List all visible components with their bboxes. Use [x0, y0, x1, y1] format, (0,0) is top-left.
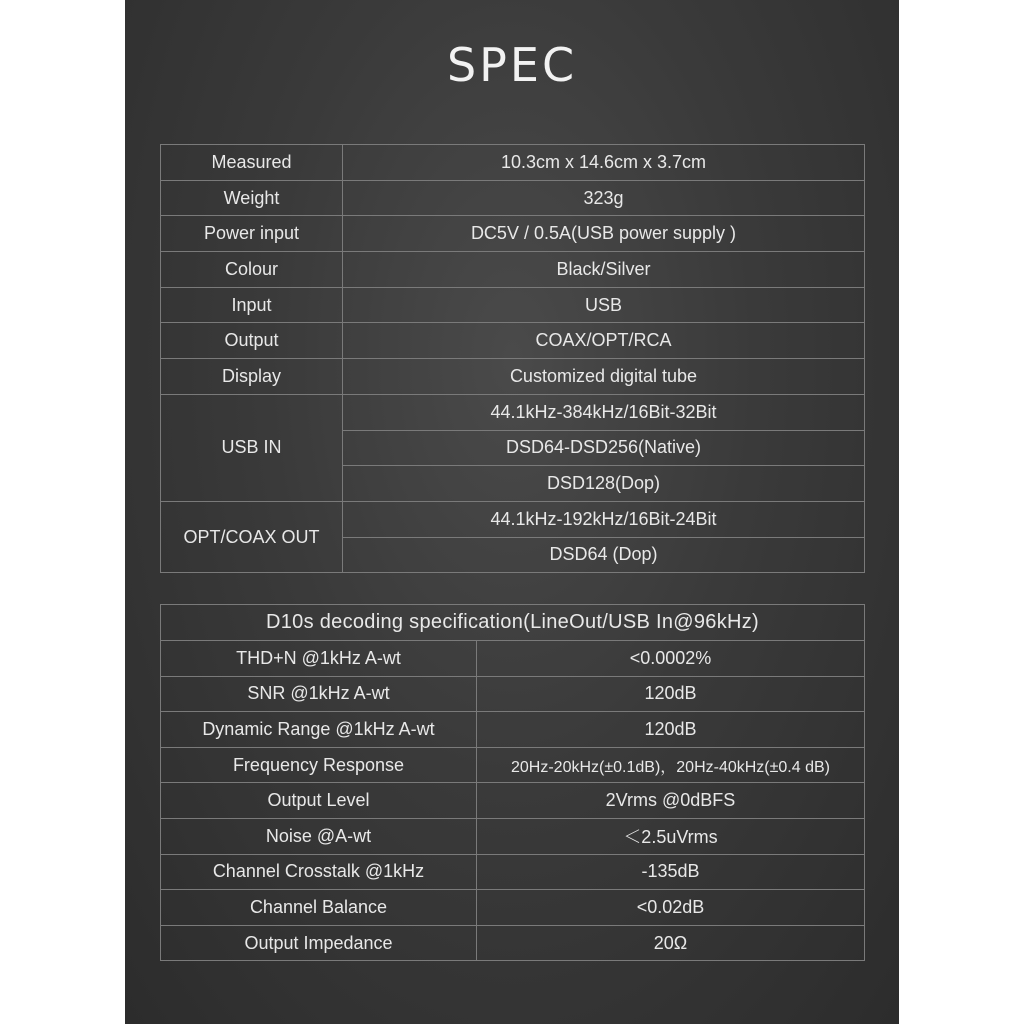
table-row — [161, 394, 865, 430]
spec-label: Weight — [161, 180, 343, 216]
spec-label: USB IN — [161, 394, 343, 501]
table-row — [161, 323, 865, 359]
table-row — [161, 180, 865, 216]
spec-label: Output — [161, 323, 343, 359]
table-row — [161, 287, 865, 323]
spec-value: DC5V / 0.5A(USB power supply ) — [343, 216, 865, 252]
decoding-label: Output Level — [161, 783, 477, 819]
decoding-table — [160, 604, 865, 961]
spec-label: Display — [161, 359, 343, 395]
spec-value: 44.1kHz-384kHz/16Bit-32Bit — [343, 394, 865, 430]
decoding-value: 2Vrms @0dBFS — [477, 783, 865, 819]
decoding-label: Channel Balance — [161, 890, 477, 926]
spec-label: Measured — [161, 145, 343, 181]
spec-value: 323g — [343, 180, 865, 216]
decoding-label: SNR @1kHz A-wt — [161, 676, 477, 712]
decoding-header: D10s decoding specification(LineOut/USB In@96kHz) — [161, 605, 865, 641]
spec-value: DSD64-DSD256(Native) — [343, 430, 865, 466]
table-row — [161, 359, 865, 395]
spec-value: 10.3cm x 14.6cm x 3.7cm — [343, 145, 865, 181]
decoding-value: 120dB — [477, 712, 865, 748]
decoding-value: ＜2.5uVrms — [477, 818, 865, 854]
decoding-label: Channel Crosstalk @1kHz — [161, 854, 477, 890]
decoding-value: <0.0002% — [477, 641, 865, 677]
spec-label: Colour — [161, 252, 343, 288]
decoding-label: Output Impedance — [161, 925, 477, 961]
spec-value: Customized digital tube — [343, 359, 865, 395]
table-row — [161, 747, 865, 783]
spec-value: DSD128(Dop) — [343, 466, 865, 502]
decoding-label: Noise @A-wt — [161, 818, 477, 854]
table-row — [161, 890, 865, 926]
table-row — [161, 783, 865, 819]
spec-value: Black/Silver — [343, 252, 865, 288]
table-row — [161, 925, 865, 961]
table-row — [161, 676, 865, 712]
spec-table — [160, 144, 865, 573]
spec-panel — [125, 0, 899, 1024]
spec-value: COAX/OPT/RCA — [343, 323, 865, 359]
decoding-value: -135dB — [477, 854, 865, 890]
table-row — [161, 252, 865, 288]
table-row — [161, 854, 865, 890]
spec-label: OPT/COAX OUT — [161, 501, 343, 572]
decoding-value: 20Hz-20kHz(±0.1dB)，20Hz-40kHz(±0.4 dB) — [477, 747, 865, 783]
table-row — [161, 818, 865, 854]
spec-label: Power input — [161, 216, 343, 252]
decoding-value: <0.02dB — [477, 890, 865, 926]
decoding-label: Dynamic Range @1kHz A-wt — [161, 712, 477, 748]
table-row — [161, 712, 865, 748]
spec-value: USB — [343, 287, 865, 323]
table-row — [161, 145, 865, 181]
table-row — [161, 216, 865, 252]
decoding-label: Frequency Response — [161, 747, 477, 783]
table-row — [161, 641, 865, 677]
table-row — [161, 501, 865, 537]
page-title: SPEC — [446, 38, 578, 92]
table-header-row — [161, 605, 865, 641]
spec-value: DSD64 (Dop) — [343, 537, 865, 573]
spec-label: Input — [161, 287, 343, 323]
decoding-value: 20Ω — [477, 925, 865, 961]
decoding-value: 120dB — [477, 676, 865, 712]
decoding-label: THD+N @1kHz A-wt — [161, 641, 477, 677]
spec-value: 44.1kHz-192kHz/16Bit-24Bit — [343, 501, 865, 537]
